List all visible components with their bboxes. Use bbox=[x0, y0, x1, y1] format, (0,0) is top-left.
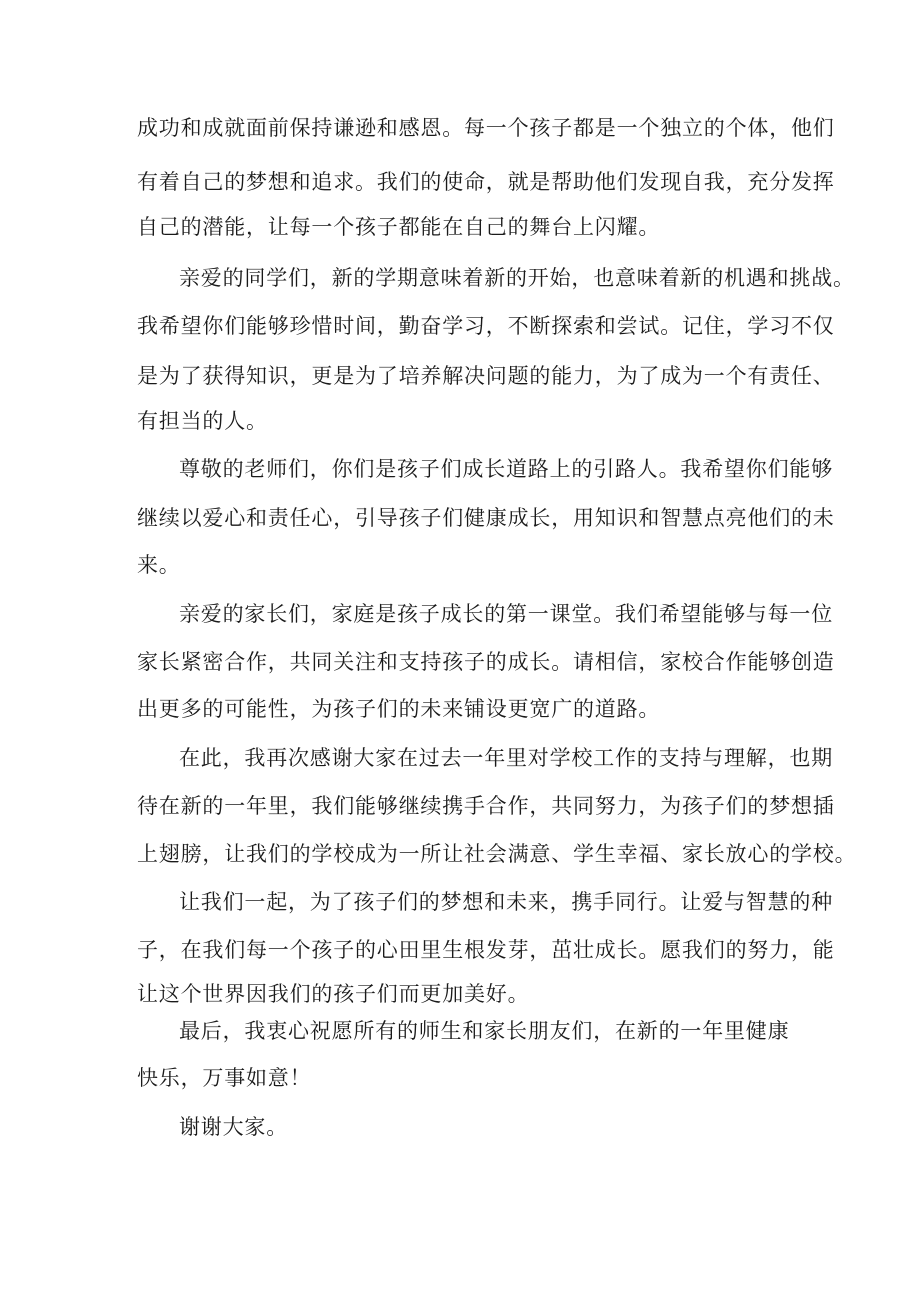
text-line: 亲爱的家长们，家庭是孩子成长的第一课堂。我们希望能够与每一位 bbox=[179, 602, 833, 626]
text-line: 待在新的一年里，我们能够继续携手合作，共同努力，为孩子们的梦想插 bbox=[137, 794, 835, 818]
text-line: 在此，我再次感谢大家在过去一年里对学校工作的支持与理解，也期 bbox=[179, 746, 833, 770]
text-line: 最后，我衷心祝愿所有的师生和家长朋友们，在新的一年里健康 bbox=[179, 1019, 790, 1043]
text-line: 快乐，万事如意！ bbox=[137, 1066, 312, 1090]
text-line: 上翅膀，让我们的学校成为一所让社会满意、学生幸福、家长放心的学校。 bbox=[137, 842, 857, 866]
text-line: 我希望你们能够珍惜时间，勤奋学习，不断探索和尝试。记住，学习不仅 bbox=[137, 314, 835, 338]
text-line: 有担当的人。 bbox=[137, 409, 268, 433]
text-line: 家长紧密合作，共同关注和支持孩子的成长。请相信，家校合作能够创造 bbox=[137, 650, 835, 674]
text-line: 让我们一起，为了孩子们的梦想和未来，携手同行。让爱与智慧的种 bbox=[179, 890, 833, 914]
text-line: 有着自己的梦想和追求。我们的使命，就是帮助他们发现自我，充分发挥 bbox=[137, 170, 835, 194]
text-line: 继续以爱心和责任心，引导孩子们健康成长，用知识和智慧点亮他们的未 bbox=[137, 506, 835, 530]
text-line: 尊敬的老师们，你们是孩子们成长道路上的引路人。我希望你们能够 bbox=[179, 457, 833, 481]
text-line: 来。 bbox=[137, 553, 181, 577]
text-line: 是为了获得知识，更是为了培养解决问题的能力，为了成为一个有责任、 bbox=[137, 364, 835, 388]
text-line: 出更多的可能性，为孩子们的未来铺设更宽广的道路。 bbox=[137, 697, 661, 721]
text-line: 让这个世界因我们的孩子们而更加美好。 bbox=[137, 982, 530, 1006]
text-line: 亲爱的同学们，新的学期意味着新的开始，也意味着新的机遇和挑战。 bbox=[179, 266, 855, 290]
text-line: 子，在我们每一个孩子的心田里生根发芽，茁壮成长。愿我们的努力，能 bbox=[137, 938, 835, 962]
text-line: 成功和成就面前保持谦逊和感恩。每一个孩子都是一个独立的个体，他们 bbox=[137, 116, 835, 140]
text-line: 谢谢大家。 bbox=[179, 1115, 288, 1139]
text-line: 自己的潜能，让每一个孩子都能在自己的舞台上闪耀。 bbox=[137, 215, 661, 239]
